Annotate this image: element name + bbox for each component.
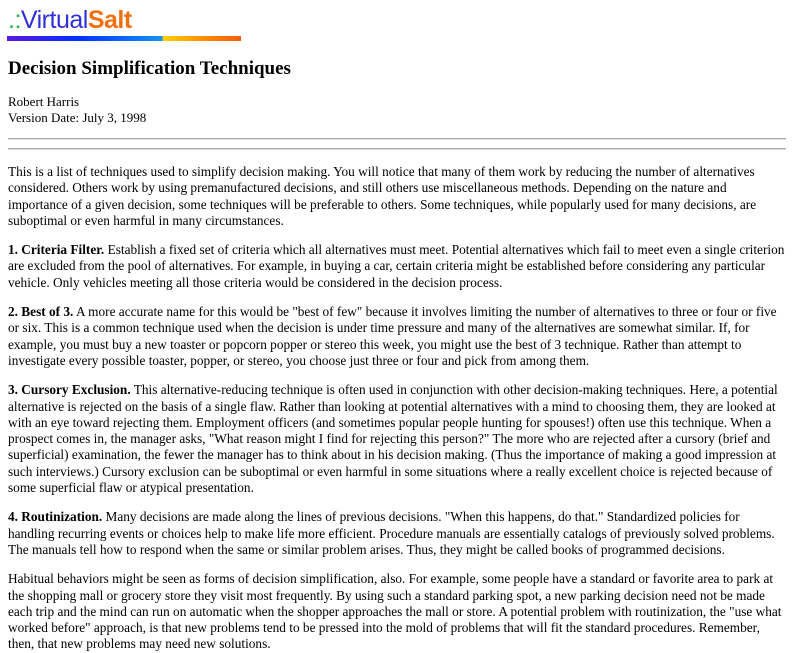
paragraph-text: Habitual behaviors might be seen as forms of decision simplification, also. For example, some people have a standard or favorite area to park at the shopping mall or grocery store they visit most frequently. By using such a standard parking spot, a new parking decision need not be made each trip and the mind can run on automatic when the shopper approaches the mall or store. A potential problem with routinization, the "use what worked before" approach, is that new problems tend to be pressed into the mold of problems that will fit the standard procedures. Remember, then, that new problems may need new solutions.	[8, 571, 782, 652]
page-title: Decision Simplification Techniques	[8, 58, 291, 79]
body-paragraph	[8, 571, 786, 652]
technique-paragraph	[8, 382, 786, 496]
technique-paragraph	[8, 242, 786, 291]
logo-text	[8, 6, 132, 35]
technique-heading: 1. Criteria Filter.	[8, 242, 105, 258]
divider	[8, 148, 786, 150]
article-meta	[8, 94, 786, 126]
paragraph-text: This is a list of techniques used to simplify decision making. You will notice that many of them work by reducing the number of alternatives considered. Others work by using premanufactured decisions, and still others use miscellaneous methods. Depending on the nature and importance of a given decision, some techniques will be preferable to others. Some techniques, while popularly used for many decisions, are suboptimal or even harmful in many circumstances.	[8, 164, 757, 228]
paragraph-text: This alternative-reducing technique is often used in conjunction with other decision-making techniques. Here, a potential alternative is rejected on the basis of a single flaw. Rather than looking at potential alternatives with a mind to choosing them, they are looked at with an eye toward rejecting them. Employment officers (and sometimes popular people hunting for spouses!) often use this technique. When a prospect comes in, the manager asks, "What reason might I find for rejecting this person?" The more who are rejected after a cursory (brief and superficial) examination, the fewer the manager has to think about in his decision making. (Thus the importance of making a good impression at such interviews.) Cursory exclusion can be suboptimal or even harmful in some situations where a really excellent choice is rejected because of some superficial flaw or atypical presentation.	[8, 382, 778, 496]
logo-salt: Salt	[87, 6, 132, 34]
technique-paragraph	[8, 304, 786, 369]
paragraph-text: A more accurate name for this would be "best of few" because it involves limiting the number of alternatives to three or four or five or six. This is a common technique used when the decision is under time pressure and many of the alternatives are somewhat similar. If, for example, you must buy a new toaster or popcorn popper or stereo this week, you might use the best of 3 technique. Rather than attempt to investigate every possible toaster, popper, or stereo, you choose just three or four and pick from among them.	[8, 304, 777, 368]
logo-virtual: Virtual	[20, 6, 88, 34]
intro-paragraph	[8, 164, 786, 229]
divider	[8, 138, 786, 140]
paragraph-text: Many decisions are made along the lines of previous decisions. "When this happens, do that." Standardized policies for handling recurring events or choices help to make life more efficient. Procedure manuals are essentially catalogs of previously solved problems. The manuals tell how to respond when the same or similar problem arises. Thus, they might be called books of programmed decisions.	[8, 509, 775, 557]
technique-heading: 2. Best of 3.	[8, 304, 74, 320]
author: Robert Harris	[8, 94, 80, 109]
paragraph-text: Establish a fixed set of criteria which all alternatives must meet. Potential alternatives which fail to meet even a single criterion are excluded from the pool of alternatives. For example, in buying a car, certain criteria might be established before considering any particular vehicle. Only vehicles meeting all those criteria would be considered in the decision process.	[8, 242, 785, 290]
technique-heading: 3. Cursory Exclusion.	[8, 382, 131, 398]
technique-paragraph	[8, 509, 786, 558]
logo-dots: .:	[8, 6, 21, 34]
virtualsalt-logo[interactable]	[0, 0, 794, 42]
logo-gradient-bar	[7, 36, 241, 41]
version-date: Version Date: July 3, 1998	[8, 110, 147, 125]
technique-heading: 4. Routinization.	[8, 509, 103, 525]
